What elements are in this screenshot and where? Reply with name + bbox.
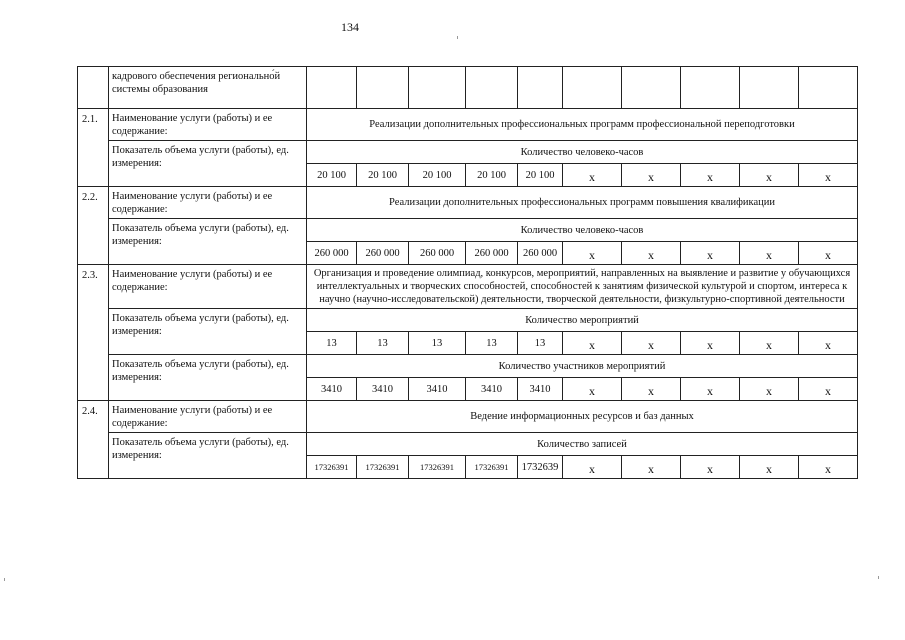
services-table [77, 66, 858, 479]
value-cell-x: x [799, 242, 858, 265]
value-cell: 260 000 [518, 242, 563, 265]
value-cell-x: x [740, 378, 799, 401]
value-cell-x: x [622, 378, 681, 401]
value-cell: 17326391 [409, 456, 466, 479]
value-cell: 13 [307, 332, 357, 355]
value-cell: 17326391 [357, 456, 409, 479]
value-cell: 3410 [409, 378, 466, 401]
value-cell-x: x [740, 332, 799, 355]
value-cell-x: x [799, 332, 858, 355]
scan-mark [4, 578, 5, 581]
value-cell: 20 100 [518, 164, 563, 187]
value-cell: 3410 [357, 378, 409, 401]
value-cell: 3410 [518, 378, 563, 401]
value-cell-x: x [563, 242, 622, 265]
empty-cell [357, 67, 409, 109]
indicator-unit-row [78, 355, 858, 378]
value-cell-x: x [681, 242, 740, 265]
indicator-label: Показатель объема услуги (работы), ед. измерения: [109, 355, 307, 401]
indicator-label: Показатель объема услуги (работы), ед. измерения: [109, 309, 307, 355]
value-cell: 260 000 [357, 242, 409, 265]
section-number: 2.1. [78, 109, 109, 187]
section-number: 2.3. [78, 265, 109, 401]
value-cell: 260 000 [307, 242, 357, 265]
empty-cell [409, 67, 466, 109]
continuation-label: кадрового обеспечения регионально́й системы образования [109, 67, 307, 109]
service-name-value: Реализации дополнительных профессиональных программ повышения квалификации [307, 187, 858, 219]
empty-cell [622, 67, 681, 109]
section-row [78, 109, 858, 141]
indicator-unit-row [78, 141, 858, 164]
service-name-value: Реализации дополнительных профессиональных программ профессиональной переподготовки [307, 109, 858, 141]
value-cell-x: x [622, 242, 681, 265]
value-cell: 1732639 [518, 456, 563, 479]
value-cell-x: x [622, 164, 681, 187]
scan-mark [878, 576, 879, 579]
empty-cell [307, 67, 357, 109]
indicator-unit: Количество участников мероприятий [307, 355, 858, 378]
value-cell: 20 100 [357, 164, 409, 187]
value-cell-x: x [681, 164, 740, 187]
value-cell-x: x [740, 242, 799, 265]
indicator-label: Показатель объема услуги (работы), ед. измерения: [109, 219, 307, 265]
value-cell-x: x [681, 456, 740, 479]
continuation-row [78, 67, 858, 109]
service-name-label: Наименование услуги (работы) и ее содержание: [109, 401, 307, 433]
value-cell: 20 100 [466, 164, 518, 187]
indicator-unit: Количество человеко-часов [307, 141, 858, 164]
value-cell-x: x [563, 456, 622, 479]
value-cell: 3410 [466, 378, 518, 401]
section-number: 2.4. [78, 401, 109, 479]
indicator-unit: Количество человеко-часов [307, 219, 858, 242]
section-row [78, 401, 858, 433]
section-number: 2.2. [78, 187, 109, 265]
value-cell: 17326391 [307, 456, 357, 479]
indicator-unit-row [78, 309, 858, 332]
num-cell [78, 67, 109, 109]
value-cell-x: x [799, 164, 858, 187]
service-name-label: Наименование услуги (работы) и ее содержание: [109, 265, 307, 309]
empty-cell [681, 67, 740, 109]
value-cell: 13 [357, 332, 409, 355]
indicator-unit: Количество записей [307, 433, 858, 456]
indicator-unit-row [78, 433, 858, 456]
section-row [78, 265, 858, 309]
value-cell: 260 000 [409, 242, 466, 265]
page-number: 134 [341, 20, 359, 34]
indicator-label: Показатель объема услуги (работы), ед. измерения: [109, 141, 307, 187]
value-cell: 13 [409, 332, 466, 355]
value-cell: 20 100 [307, 164, 357, 187]
value-cell-x: x [681, 332, 740, 355]
indicator-unit: Количество мероприятий [307, 309, 858, 332]
service-name-value: Ведение информационных ресурсов и баз данных [307, 401, 858, 433]
scan-mark [457, 36, 458, 39]
value-cell: 17326391 [466, 456, 518, 479]
empty-cell [799, 67, 858, 109]
value-cell-x: x [799, 456, 858, 479]
value-cell: 20 100 [409, 164, 466, 187]
service-name-label: Наименование услуги (работы) и ее содержание: [109, 109, 307, 141]
empty-cell [466, 67, 518, 109]
value-cell: 3410 [307, 378, 357, 401]
value-cell: 13 [466, 332, 518, 355]
value-cell-x: x [740, 164, 799, 187]
value-cell-x: x [563, 164, 622, 187]
value-cell-x: x [740, 456, 799, 479]
empty-cell [563, 67, 622, 109]
value-cell-x: x [622, 332, 681, 355]
value-cell-x: x [799, 378, 858, 401]
service-name-label: Наименование услуги (работы) и ее содержание: [109, 187, 307, 219]
value-cell-x: x [681, 378, 740, 401]
indicator-label: Показатель объема услуги (работы), ед. измерения: [109, 433, 307, 479]
value-cell-x: x [622, 456, 681, 479]
value-cell: 13 [518, 332, 563, 355]
value-cell-x: x [563, 332, 622, 355]
value-cell: 260 000 [466, 242, 518, 265]
indicator-unit-row [78, 219, 858, 242]
section-row [78, 187, 858, 219]
service-name-value: Организация и проведение олимпиад, конкурсов, мероприятий, направленных на выявление и развитие у обучающихся интеллектуальных и творческих способностей, способностей к занятиям физической культурой и спортом, интереса к научно (научно-исследовательской) деятельности, творческой деятельности, физкультурно-спортивной деятельности [307, 265, 858, 309]
value-cell-x: x [563, 378, 622, 401]
empty-cell [740, 67, 799, 109]
empty-cell [518, 67, 563, 109]
